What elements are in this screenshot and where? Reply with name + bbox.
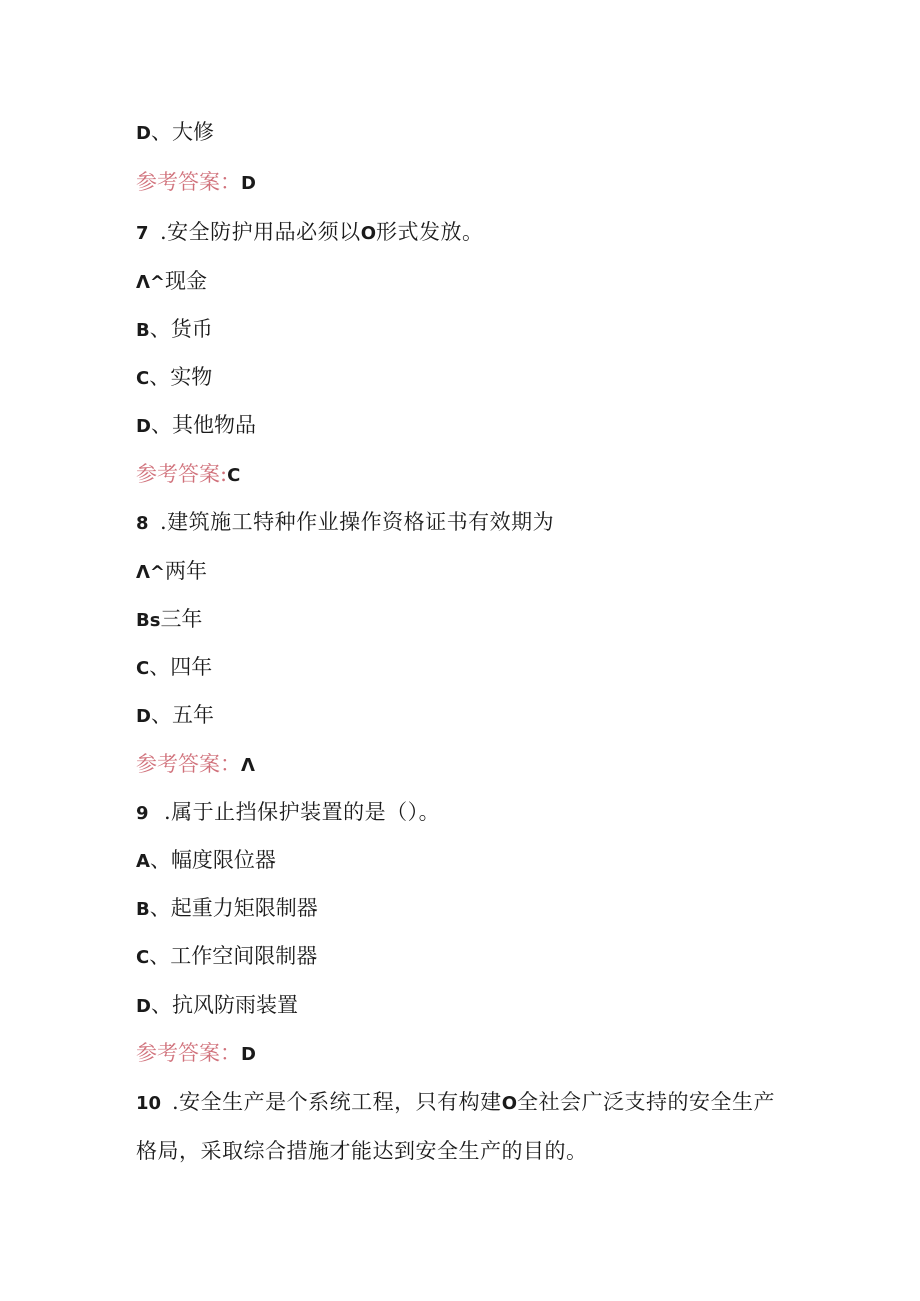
q9-question xyxy=(136,798,440,828)
option-separator: 、 xyxy=(150,703,172,727)
q9-option-c xyxy=(136,942,317,972)
question-text-continued: 格局，采取综合措施才能达到安全生产的目的。 xyxy=(136,1139,588,1163)
option-text: 四年 xyxy=(170,655,213,679)
option-label: C xyxy=(136,947,150,968)
option-text: 工作空间限制器 xyxy=(170,944,318,968)
q9-option-b xyxy=(136,894,318,924)
q8-answer xyxy=(136,750,255,780)
option-text: 起重力矩限制器 xyxy=(170,896,318,920)
option-separator: 、 xyxy=(149,365,171,389)
q10-question-line2 xyxy=(136,1137,588,1165)
question-text-start: .安全防护用品必须以 xyxy=(160,220,361,244)
q8-option-a xyxy=(136,557,207,587)
q6-answer xyxy=(136,168,256,198)
q7-option-a xyxy=(136,267,207,297)
question-text: .建筑施工特种作业操作资格证书有效期为 xyxy=(160,510,555,534)
option-text: 实物 xyxy=(170,365,213,389)
answer-prefix: 参考答案： xyxy=(136,170,241,194)
option-separator: 、 xyxy=(149,317,171,341)
answer-prefix: 参考答案: xyxy=(136,462,228,486)
question-text-blank: O xyxy=(501,1093,517,1114)
q7-option-b xyxy=(136,315,213,345)
option-label: C xyxy=(136,658,150,679)
answer-prefix: 参考答案： xyxy=(136,1041,241,1065)
option-label: B xyxy=(136,899,150,920)
option-label: D xyxy=(136,123,151,144)
answer-value: D xyxy=(241,173,256,194)
q7-answer xyxy=(136,460,240,490)
option-label: Λ^ xyxy=(136,272,166,293)
question-text-end: 形式发放。 xyxy=(376,220,484,244)
question-number: 8 xyxy=(136,513,149,534)
option-text: 三年 xyxy=(160,607,203,631)
q6-option-d xyxy=(136,118,214,148)
q10-question-line1 xyxy=(136,1088,775,1118)
question-text-blank: O xyxy=(360,223,376,244)
answer-value: Λ xyxy=(241,755,255,776)
option-text: 两年 xyxy=(165,559,208,583)
option-label: D xyxy=(136,996,151,1017)
option-separator: 、 xyxy=(150,413,172,437)
q9-option-a xyxy=(136,846,276,876)
option-label: B xyxy=(136,320,150,341)
option-separator: 、 xyxy=(150,993,172,1017)
q8-option-d xyxy=(136,701,214,731)
answer-value: D xyxy=(241,1044,256,1065)
option-text: 其他物品 xyxy=(171,413,256,437)
option-label: D xyxy=(136,416,151,437)
q9-answer xyxy=(136,1039,256,1069)
question-number: 10 xyxy=(136,1093,162,1114)
q7-option-d xyxy=(136,411,256,441)
option-separator: 、 xyxy=(149,896,171,920)
question-text: .属于止挡保护装置的是（）。 xyxy=(164,800,441,824)
option-separator: 、 xyxy=(149,944,171,968)
question-text-end: 全社会广泛支持的安全生产 xyxy=(517,1090,775,1114)
answer-prefix: 参考答案： xyxy=(136,752,241,776)
q9-option-d xyxy=(136,991,298,1021)
option-label: Bs xyxy=(136,610,161,631)
question-text-start: .安全生产是个系统工程，只有构建 xyxy=(172,1090,502,1114)
question-number: 7 xyxy=(136,223,149,244)
q7-option-c xyxy=(136,363,212,393)
option-text: 大修 xyxy=(171,120,214,144)
option-label: C xyxy=(136,368,150,389)
q8-question xyxy=(136,508,554,538)
option-text: 抗风防雨装置 xyxy=(171,993,298,1017)
question-number: 9 xyxy=(136,803,149,824)
answer-value: C xyxy=(227,465,241,486)
option-text: 幅度限位器 xyxy=(170,848,276,872)
q7-question xyxy=(136,218,484,248)
option-separator: 、 xyxy=(149,655,171,679)
q8-option-b xyxy=(136,605,202,635)
option-text: 现金 xyxy=(165,269,208,293)
option-label: D xyxy=(136,706,151,727)
option-text: 货币 xyxy=(170,317,213,341)
q8-option-c xyxy=(136,653,212,683)
option-text: 五年 xyxy=(171,703,214,727)
option-label: A xyxy=(136,851,150,872)
option-separator: 、 xyxy=(150,120,172,144)
option-separator: 、 xyxy=(149,848,171,872)
option-label: Λ^ xyxy=(136,562,166,583)
